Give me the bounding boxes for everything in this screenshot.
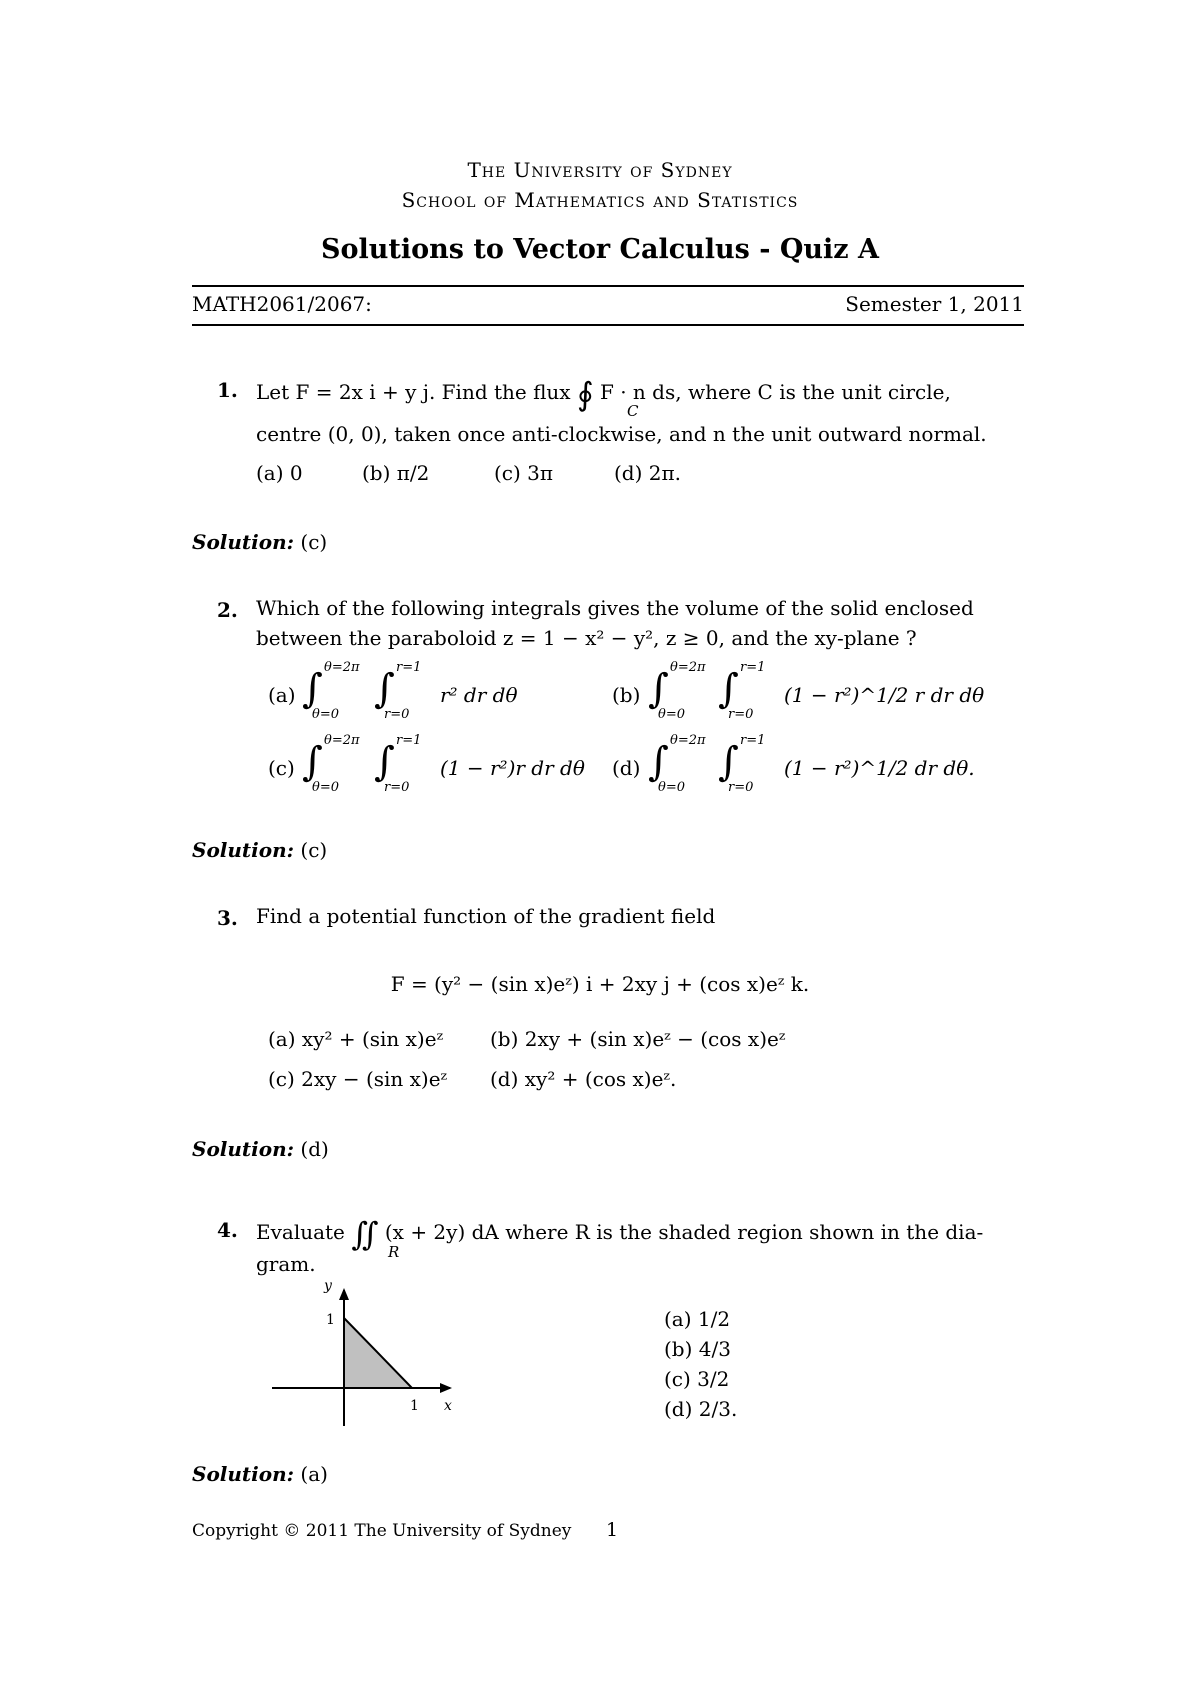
option-b: (b) 2xy + (sin x)eᶻ − (cos x)eᶻ <box>490 1027 786 1051</box>
integrand: (1 − r²)r dr dθ <box>440 756 585 780</box>
theta-lower-limit: θ=0 <box>658 780 685 795</box>
solution-1 <box>192 530 327 554</box>
x-axis-arrow-icon <box>440 1383 452 1393</box>
option-c: (c) 3π <box>494 461 554 485</box>
question-number: 4. <box>217 1218 238 1242</box>
option-d: (d) xy² + (cos x)eᶻ. <box>490 1067 677 1091</box>
y-axis-arrow-icon <box>339 1288 349 1300</box>
course-code: MATH2061/2067: <box>192 292 372 316</box>
option-label: (d) <box>612 756 641 780</box>
option-a: (a) xy² + (sin x)eᶻ <box>268 1027 444 1051</box>
x-axis-label: x <box>444 1398 452 1414</box>
question-3-line1: Find a potential function of the gradient field <box>256 904 716 928</box>
solution-2 <box>192 838 327 862</box>
question-1-text-post: F · n ds, where C is the unit circle, <box>599 380 951 404</box>
region-subscript: R <box>388 1243 400 1261</box>
question-1-line2: centre (0, 0), taken once anti-clockwise, and n the unit outward normal. <box>256 422 987 446</box>
option-b: (b) π/2 <box>362 461 430 485</box>
x-tick-label: 1 <box>410 1398 419 1414</box>
semester: Semester 1, 2011 <box>845 292 1024 316</box>
theta-upper-limit: θ=2π <box>670 733 706 748</box>
question-2-line2: between the paraboloid z = 1 − x² − y², z ≥ 0, and the xy-plane ? <box>256 626 917 650</box>
question-2-line1: Which of the following integrals gives the volume of the solid enclosed <box>256 596 974 620</box>
option-label: (a) <box>268 683 296 707</box>
solution-answer: (d) <box>300 1137 329 1161</box>
option-c: (c) 3/2 <box>664 1367 730 1391</box>
y-tick-label: 1 <box>326 1312 335 1328</box>
theta-lower-limit: θ=0 <box>312 780 339 795</box>
page-number: 1 <box>606 1519 619 1541</box>
r-lower-limit: r=0 <box>728 707 754 722</box>
r-lower-limit: r=0 <box>384 780 410 795</box>
r-upper-limit: r=1 <box>740 660 766 675</box>
shaded-region <box>344 1318 412 1388</box>
solution-label: Solution: <box>192 1137 295 1161</box>
solution-4 <box>192 1462 328 1486</box>
question-number: 2. <box>217 598 238 622</box>
theta-upper-limit: θ=2π <box>324 660 360 675</box>
integral-sign-icon: ∫ <box>374 739 395 785</box>
integral-sign-icon: ∫ <box>648 739 669 785</box>
integral-sign-icon: ∫ <box>302 739 323 785</box>
solution-answer: (c) <box>300 530 328 554</box>
integrand: r² dr dθ <box>440 683 518 707</box>
theta-lower-limit: θ=0 <box>658 707 685 722</box>
option-a: (a) 1/2 <box>664 1307 731 1331</box>
integrand: (1 − r²)^1/2 dr dθ. <box>784 756 975 780</box>
document-title: Solutions to Vector Calculus - Quiz A <box>321 234 879 265</box>
solution-answer: (a) <box>300 1462 328 1486</box>
integrand: (1 − r²)^1/2 r dr dθ <box>784 683 985 707</box>
option-label: (b) <box>612 683 641 707</box>
school-name: School of Mathematics and Statistics <box>401 188 799 212</box>
option-b: (b) 4/3 <box>664 1337 731 1361</box>
integral-sign-icon: ∫ <box>718 739 739 785</box>
y-axis-label: y <box>324 1278 332 1294</box>
question-number: 3. <box>217 906 238 930</box>
integral-sign-icon: ∫ <box>718 666 739 712</box>
theta-lower-limit: θ=0 <box>312 707 339 722</box>
question-4-line1 <box>256 1213 1026 1253</box>
integral-sign-icon: ∫ <box>648 666 669 712</box>
question-4-text-pre: Evaluate <box>256 1220 345 1244</box>
option-d: (d) 2/3. <box>664 1397 738 1421</box>
top-rule <box>192 285 1024 287</box>
contour-integral-icon: ∮ <box>576 375 594 413</box>
solution-label: Solution: <box>192 1462 295 1486</box>
integral-sign-icon: ∫ <box>374 666 395 712</box>
question-4-text-post: (x + 2y) dA where R is the shaded region shown in the dia- <box>384 1220 984 1244</box>
double-integral-icon: ∬ <box>351 1215 379 1253</box>
theta-upper-limit: θ=2π <box>324 733 360 748</box>
solution-answer: (c) <box>300 838 328 862</box>
question-number: 1. <box>217 378 238 402</box>
solution-label: Solution: <box>192 838 295 862</box>
theta-upper-limit: θ=2π <box>670 660 706 675</box>
university-name: The University of Sydney <box>467 158 733 182</box>
gradient-field-equation: F = (y² − (sin x)eᶻ) i + 2xy j + (cos x)eᶻ k. <box>390 972 810 996</box>
option-c: (c) 2xy − (sin x)eᶻ <box>268 1067 448 1091</box>
question-4-line2: gram. <box>256 1252 316 1276</box>
question-1-line1 <box>256 373 1026 413</box>
region-diagram <box>260 1276 470 1436</box>
copyright-notice: Copyright © 2011 The University of Sydney <box>192 1521 572 1541</box>
r-lower-limit: r=0 <box>728 780 754 795</box>
option-a: (a) 0 <box>256 461 303 485</box>
option-d: (d) 2π. <box>614 461 681 485</box>
r-lower-limit: r=0 <box>384 707 410 722</box>
solution-label: Solution: <box>192 530 295 554</box>
r-upper-limit: r=1 <box>396 733 422 748</box>
r-upper-limit: r=1 <box>740 733 766 748</box>
contour-subscript: C <box>627 402 639 420</box>
bottom-rule <box>192 324 1024 326</box>
solution-3 <box>192 1137 329 1161</box>
option-label: (c) <box>268 756 295 780</box>
r-upper-limit: r=1 <box>396 660 422 675</box>
integral-sign-icon: ∫ <box>302 666 323 712</box>
question-1-text-pre: Let F = 2x i + y j. Find the flux <box>256 380 571 404</box>
